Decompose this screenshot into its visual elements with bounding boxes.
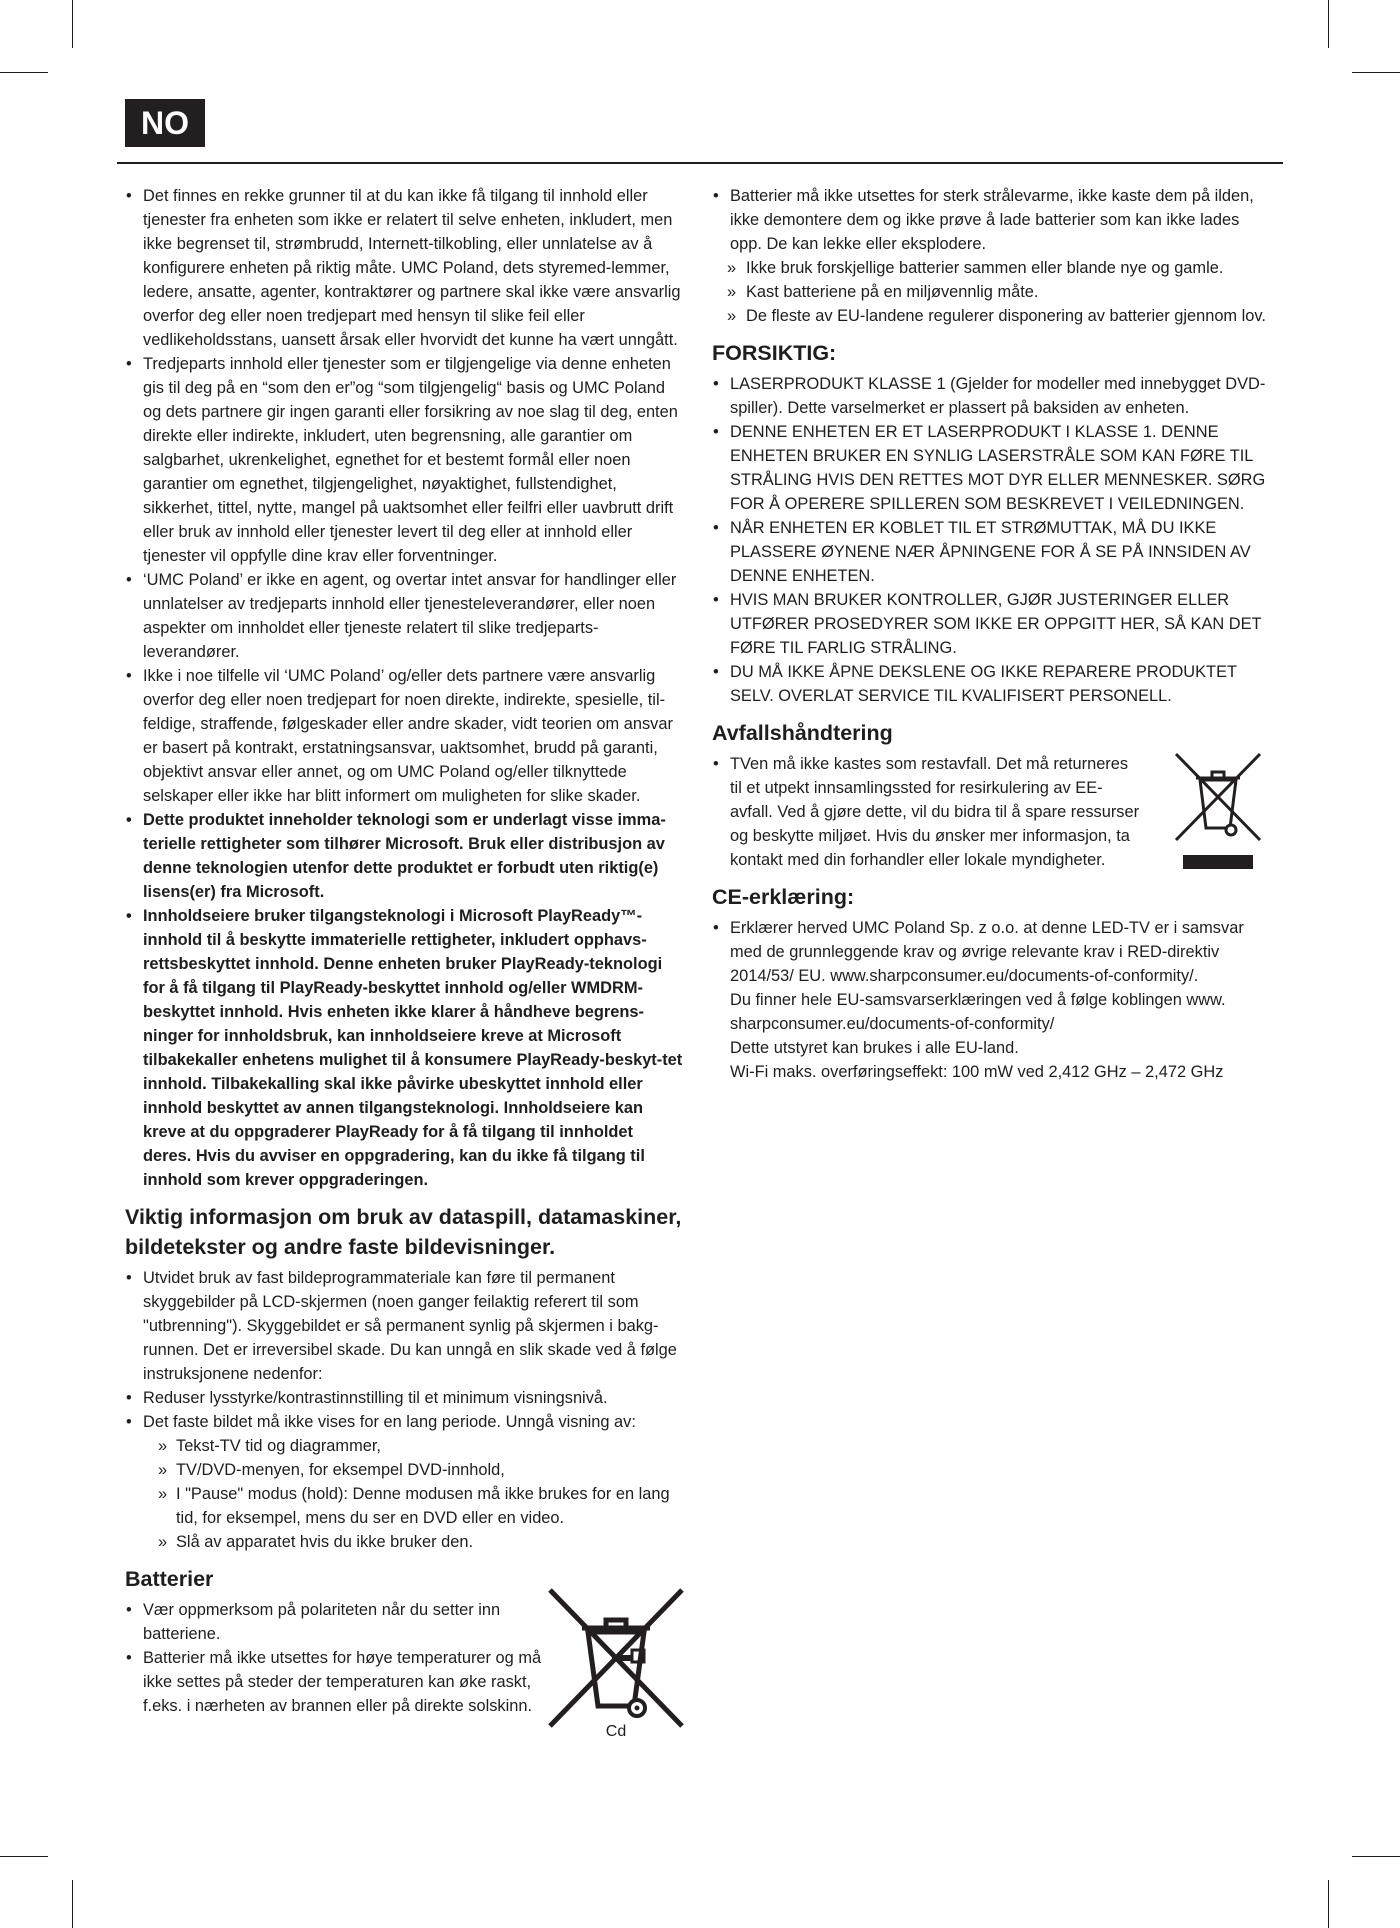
caution-bullet-list xyxy=(712,372,1272,708)
disposal-section xyxy=(712,752,1272,872)
list-item: • TVen må ikke kastes som restavfall. Det må returneres til et utpekt innsamlingssted for resirkulering av EE-avfall. Ved å gjøre dette, vil du bidra til å spare ressurser og beskytte miljøet. Hvis du ønsker mer informasjon, ta kontakt med din forhandler eller lokale myndigheter. xyxy=(712,752,1142,872)
cd-label: Cd xyxy=(605,1723,627,1740)
list-item: • Det faste bildet må ikke vises for en lang periode. Unngå visning av: xyxy=(125,1410,685,1434)
list-item: • Batterier må ikke utsettes for sterk strålevarme, ikke kaste dem på ilden, ikke demontere dem og ikke prøve å lade batterier som kan ikke lades opp. De kan lekke eller eksplodere. xyxy=(712,184,1272,256)
ce-list xyxy=(712,916,1272,1084)
list-item: • Dette produktet inneholder teknologi som er underlagt visse imma-terielle rettigheter som tilhører Microsoft. Bruk eller distribusjon av denne teknologien utenfor dette produktet er forbudt uten riktig(e) lisens(er) fra Microsoft. xyxy=(125,808,685,904)
crop-mark xyxy=(72,0,73,48)
intro-bullet-list xyxy=(125,184,685,1192)
ce-line: Erklærer herved UMC Poland Sp. z o.o. at denne LED-TV er i samsvar med de grunnleggende krav og øvrige relevante krav i RED-direktiv 2014/53/ EU. www.sharpconsumer.eu/documents-of-conformity/. xyxy=(730,919,1244,985)
list-item: • Innholdseiere bruker tilgangsteknologi i Microsoft PlayReady™-innhold til å beskytte immaterielle rettigheter, inkludert opphavs-rettsbeskyttet innhold. Denne enheten bruker PlayReady-teknologi for å få tilgang til PlayReady-beskyttet innhold og/eller WMDRM-beskyttet innhold. Hvis enheten ikke klarer å håndheve begrens-ninger for innholdsbruk, kan innholdseiere kreve at Microsoft tilbakekaller enhetens mulighet til å konsumere PlayReady-beskyt-tet innhold. Tilbakekalling skal ikke påvirke ubeskyttet innhold eller innhold beskyttet av annen tilgangsteknologi. Innholdseiere kan kreve at du oppgraderer PlayReady for å få tilgang til innholdet deres. Hvis du avviser en oppgradering, kan du ikke få tilgang til innhold som krever oppgraderingen. xyxy=(125,904,685,1192)
crop-mark xyxy=(1328,0,1329,48)
list-item: • Tredjeparts innhold eller tjenester som er tilgjengelige via denne enheten gis til deg på en “som den er”og “som tilgjengelig“ basis og UMC Poland og dets partnere gir ingen garanti eller forsikring av noe slag til deg, enten direkte eller indirekte, inkludert, uten begrensning, alle garantier om salgbarhet, ukrenkelighet, egnethet for et bestemt formål eller noen garantier om egnethet, tilgjengelighet, nøyaktighet, fullstendighet, sikkerhet, tittel, nytte, mangel på uaktsomhet eller feilfri eller uavbrutt drift eller bruk av innhold eller tjenester levert til deg eller at innhold eller tjenester vil oppfylle dine krav eller forventninger. xyxy=(125,352,685,568)
list-item: • DENNE ENHETEN ER ET LASERPRODUKT I KLASSE 1. DENNE ENHETEN BRUKER EN SYNLIG LASERSTRÅLE SOM KAN FØRE TIL STRÅLING HVIS DEN RETTES MOT DYR ELLER MENNESKER. SØRG FOR Å OPERERE SPILLEREN SOM BESKREVET I VEILEDNINGEN. xyxy=(712,420,1272,516)
sub-list-item: » TV/DVD-menyen, for eksempel DVD-innhold, xyxy=(125,1458,685,1482)
batteries-section xyxy=(125,1598,685,1740)
crossed-bin-icon xyxy=(1174,752,1262,842)
crop-mark xyxy=(0,1856,48,1857)
ce-line: Wi-Fi maks. overføringseffekt: 100 mW ved 2,412 GHz – 2,472 GHz xyxy=(730,1063,1224,1081)
ce-heading: CE-erklæring: xyxy=(712,885,855,909)
sub-list-item: » Slå av apparatet hvis du ikke bruker den. xyxy=(125,1530,685,1554)
right-column xyxy=(712,184,1272,1084)
ce-line: Du finner hele EU-samsvarserklæringen ved å følge koblingen www. sharpconsumer.eu/documents-of-conformity/ xyxy=(730,991,1226,1033)
list-item: • Ikke i noe tilfelle vil ‘UMC Poland’ og/eller dets partnere være ansvarlig overfor deg eller noen tredjepart for noen direkte, indirekte, spesielle, til-feldige, straffende, følgeskader eller andre skader, vidt teorien om ansvar er basert på kontrakt, erstatningsansvar, uaktsomhet, brudd på garanti, objektivt ansvar eller annet, og om UMC Poland og/eller tilknyttede selskaper eller ikke har blitt informert om muligheten for slike skader. xyxy=(125,664,685,808)
weee-bar xyxy=(1183,855,1253,869)
crop-mark xyxy=(1352,72,1400,73)
crop-mark xyxy=(0,72,48,73)
disposal-heading: Avfallshåndtering xyxy=(712,721,893,745)
static-image-bullet-list xyxy=(125,1266,685,1434)
list-item: • Batterier må ikke utsettes for høye temperaturer og må ikke settes på steder der temperaturen kan øke raskt, f.eks. i nærheten av brannen eller på direkte solskinn. xyxy=(125,1646,545,1718)
weee-bin-icon xyxy=(1174,752,1262,869)
sub-list-item: » Kast batteriene på en miljøvennlig måte. xyxy=(712,280,1272,304)
crop-mark xyxy=(1352,1856,1400,1857)
crossed-bin-cd-icon xyxy=(547,1588,685,1742)
list-item: • HVIS MAN BRUKER KONTROLLER, GJØR JUSTERINGER ELLER UTFØRER PROSEDYRER SOM IKKE ER OPPGITT HER, SÅ KAN DET FØRE TIL FARLIG STRÅLING. xyxy=(712,588,1272,660)
left-column xyxy=(125,184,685,1740)
list-item: • Utvidet bruk av fast bildeprogrammateriale kan føre til permanent skyggebilder på LCD-skjermen (noen ganger feilaktig referert til som "utbrenning"). Skyggebildet er så permanent synlig på skjermen i bakg-runnen. Det er irreversibel skade. Du kan unngå en slik skade ved å følge instruksjonene nedenfor: xyxy=(125,1266,685,1386)
caution-heading: FORSIKTIG: xyxy=(712,341,837,365)
list-item: • Det finnes en rekke grunner til at du kan ikke få tilgang til innhold eller tjenester fra enheten som ikke er relatert til selve enheten, inkludert, men ikke begrenset til, strømbrudd, Internett-tilkobling, eller unnlatelse av å konfigurere enheten på riktig måte. UMC Poland, dets styremed-lemmer, ledere, ansatte, agenter, kontraktører og partnere skal ikke være ansvarlig overfor deg eller noen tredjepart med hensyn til slike feil eller vedlikeholdsstans, uansett årsak eller hvorvidt det kunne ha vært unngått. xyxy=(125,184,685,352)
crop-mark xyxy=(1328,1880,1329,1928)
crop-mark xyxy=(72,1880,73,1928)
batteries-heading: Batterier xyxy=(125,1567,214,1591)
ce-line: Dette utstyret kan brukes i alle EU-land. xyxy=(730,1039,1019,1057)
battery-continued-list xyxy=(712,184,1272,256)
list-item: • DU MÅ IKKE ÅPNE DEKSLENE OG IKKE REPARERE PRODUKTET SELV. OVERLAT SERVICE TIL KVALIFISERT PERSONELL. xyxy=(712,660,1272,708)
list-item: • Vær oppmerksom på polariteten når du setter inn batteriene. xyxy=(125,1598,545,1646)
crossed-bin-icon xyxy=(548,1588,684,1728)
static-image-sub-list xyxy=(125,1434,685,1554)
sub-list-item: » Tekst-TV tid og diagrammer, xyxy=(125,1434,685,1458)
language-badge: NO xyxy=(125,99,205,147)
sub-list-item: » Ikke bruk forskjellige batterier sammen eller blande nye og gamle. xyxy=(712,256,1272,280)
list-item: • Reduser lysstyrke/kontrastinnstilling til et minimum visningsnivå. xyxy=(125,1386,685,1410)
battery-sub-list xyxy=(712,256,1272,328)
list-item: • LASERPRODUKT KLASSE 1 (Gjelder for modeller med innebygget DVD-spiller). Dette varselmerket er plassert på baksiden av enheten. xyxy=(712,372,1272,420)
list-item: • NÅR ENHETEN ER KOBLET TIL ET STRØMUTTAK, MÅ DU IKKE PLASSERE ØYNENE NÆR ÅPNINGENE FOR Å SE PÅ INNSIDEN AV DENNE ENHETEN. xyxy=(712,516,1272,588)
list-item xyxy=(712,916,1272,1084)
sub-list-item: » De fleste av EU-landene regulerer disponering av batterier gjennom lov. xyxy=(712,304,1272,328)
sub-list-item: » I "Pause" modus (hold): Denne modusen må ikke brukes for en lang tid, for eksempel, mens du ser en DVD eller en video. xyxy=(125,1482,685,1530)
header-rule xyxy=(117,162,1283,164)
static-image-heading: Viktig informasjon om bruk av dataspill, datamaskiner, bildetekster og andre faste bildevisninger. xyxy=(125,1205,682,1259)
list-item: • ‘UMC Poland’ er ikke en agent, og overtar intet ansvar for handlinger eller unnlatelser av tredjeparts innhold eller tjenesteleverandører, eller noen aspekter om innholdet eller tjeneste relatert til slike tredjeparts-leverandører. xyxy=(125,568,685,664)
